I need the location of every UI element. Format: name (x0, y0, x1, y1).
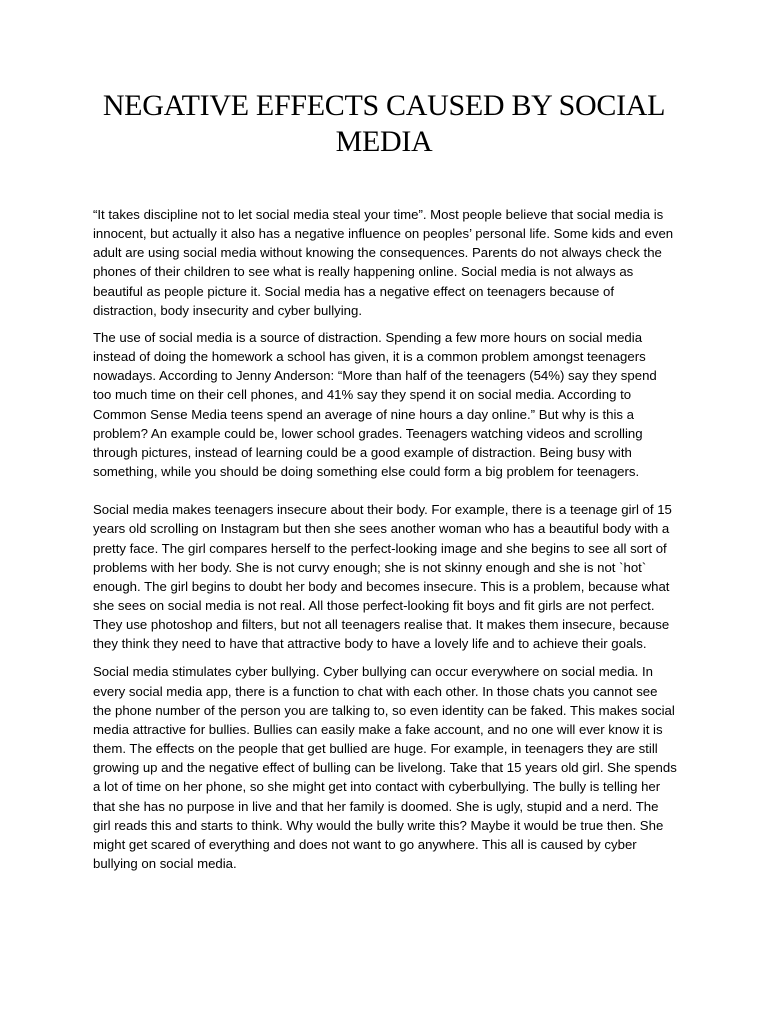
paragraph-introduction: “It takes discipline not to let social media steal your time”. Most people believe that social media is innocent, but actually it also has a negative influence on peoples’ personal life. Some kids and even adult are using social media without knowing the consequences. Parents do not always check the phones of their children to see what is really happening online. Social media is not always as beautiful as people picture it. Social media has a negative effect on teenagers because of distraction, body insecurity and cyber bullying. (93, 207, 674, 318)
document-body (93, 205, 677, 873)
paragraph-cyber-bullying: Social media stimulates cyber bullying. Cyber bullying can occur everywhere on social media. In every social media app, there is a function to chat with each other. In those chats you cannot see the phone number of the person you are talking to, so even identity can be faked. This makes social media attractive for bullies. Bullies can easily make a fake account, and no one will ever know it is them. The effects on the people that get bullied are huge. For example, in teenagers they are still growing up and the negative effect of bulling can be livelong. Take that 15 years old girl. She spends a lot of time on her phone, so she might get into contact with cyberbullying. The bully is telling her that she has no purpose in live and that her family is doomed. She is ugly, stupid and a nerd. The girl reads this and starts to think. Why would the bully write this? Maybe it would be true then. She might get scared of everything and does not want to go anywhere. This all is caused by cyber bullying on social media. (93, 664, 677, 871)
paragraph-body-insecurity: Social media makes teenagers insecure about their body. For example, there is a teenage girl of 15 years old scrolling on Instagram but then she sees another woman who has a beautiful body with a pretty face. The girl compares herself to the perfect-looking image and she begins to see all sort of problems with her body. She is not curvy enough; she is not skinny enough and she is not `hot` enough. The girl begins to doubt her body and becomes insecure. This is a problem, because what she sees on social media is not real. All those perfect-looking fit boys and fit girls are not perfect. They use photoshop and filters, but not all teenagers realise that. It makes them insecure, because they think they need to have that attractive body to have a lovely life and to achieve their goals. (93, 502, 672, 652)
document-title: NEGATIVE EFFECTS CAUSED BY SOCIAL MEDIA (102, 89, 666, 158)
paragraph-distraction: The use of social media is a source of distraction. Spending a few more hours on social media instead of doing the homework a school has given, it is a common problem amongst teenagers nowadays. According to Jenny Anderson: “More than half of the teenagers (54%) say they spend too much time on their cell phones, and 41% say they spend it on social media. According to Common Sense Media teens spend an average of nine hours a day online.” But why is this a problem? An example could be, lower school grades. Teenagers watching videos and scrolling through pictures, instead of learning could be a good example of distraction. Being busy with something, while you should be doing something else could form a big problem for teenagers. (93, 329, 657, 480)
